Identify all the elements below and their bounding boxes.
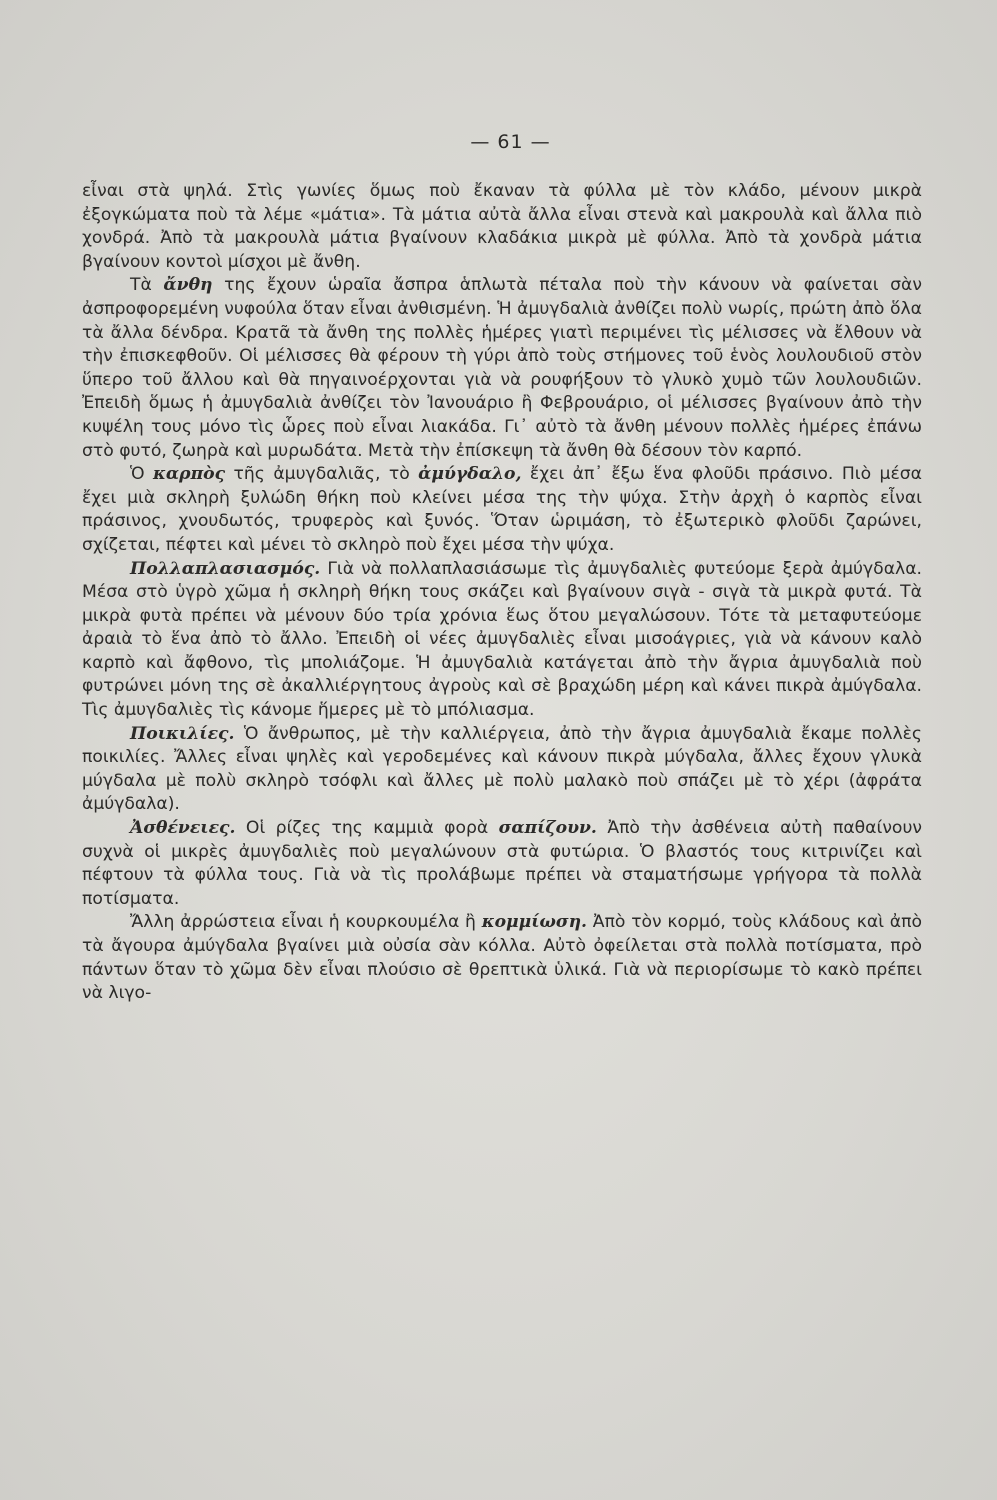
term-flowers: ἄνθη <box>163 275 213 296</box>
paragraph-flowers <box>82 274 922 463</box>
paragraph-fruit-mid: τῆς ἀμυγδαλιᾶς, τὸ <box>225 464 419 485</box>
paragraph-gummosis-text: Ἀπὸ τὸν κορμό, τοὺς κλάδους καὶ ἀπὸ τὰ ἄγουρα ἀμύγδαλα βγαίνει μιὰ οὐσία σὰν κόλλα. Αὐτὸ ὀφείλεται στὰ πολλὰ ποτίσματα, πρὸ πάντων ὅταν τὸ χῶμα δὲν εἶναι πλούσιο σὲ θρεπτικὰ ὑλικά. Γιὰ νὰ περιορίσωμε τὸ κακὸ πρέπει νὰ λιγο- <box>82 912 922 1004</box>
paragraph-flowers-start: Τὰ <box>130 275 164 296</box>
paragraph-diseases-start: Οἱ ρίζες της καμμιὰ φορὰ <box>235 818 499 839</box>
paragraph-fruit-start: Ὁ <box>130 464 154 485</box>
paragraph-fruit <box>82 463 922 557</box>
heading-diseases: Ἀσθένειες. <box>130 818 236 839</box>
paragraph-propagation-text: Γιὰ νὰ πολλαπλασιάσωμε τὶς ἀμυγδαλιὲς φυτεύομε ξερὰ ἀμύγδαλα. Μέσα στὸ ὑγρὸ χῶμα ἡ σκληρὴ θήκη τους σκάζει καὶ βγαίνουν σιγὰ - σιγὰ τὰ μικρὰ φυτά. Τὰ μικρὰ φυτὰ πρέπει νὰ μένουν δύο τρία χρόνια ἕως ὅτου μεγαλώσουν. Τότε τὰ μεταφυτεύομε ἀραιὰ τὸ ἕνα ἀπὸ τὸ ἄλλο. Ἐπειδὴ οἱ νέες ἀμυγδαλιὲς εἶναι μισοάγριες, γιὰ νὰ κάνουν καλὸ καρπὸ καὶ ἄφθονο, τὶς μπολιάζομε. Ἡ ἀμυγδαλιὰ κατάγεται ἀπὸ τὴν ἄγρια ἀμυγδαλιὰ ποὺ φυτρώνει μόνη της σὲ ἀκαλλιέργητους ἀγροὺς καὶ σὲ βραχώδη μέρη καὶ κάνει πικρὰ ἀμύγδαλα. Τὶς ἀμυγδαλιὲς τὶς κάνομε ἥμερες μὲ τὸ μπόλιασμα. <box>82 558 922 721</box>
heading-varieties: Ποικιλίες. <box>130 723 235 744</box>
paragraph-branches: εἶναι στὰ ψηλά. Στὶς γωνίες ὅμως ποὺ ἔκαναν τὰ φύλλα μὲ τὸν κλάδο, μένουν μικρὰ ἐξογκώματα ποὺ τὰ λέμε «μάτια». Τὰ μάτια αὐτὰ ἄλλα εἶναι στενὰ καὶ μακρουλὰ καὶ ἄλλα πιὸ χονδρά. Ἀπὸ τὰ μακρουλὰ μάτια βγαίνουν κλαδάκια μικρὰ μὲ φύλλα. Ἀπὸ τὰ χονδρὰ μάτια βγαίνουν κοντοὶ μίσχοι μὲ ἄνθη. <box>82 181 922 272</box>
paragraph-flowers-text: της ἔχουν ὡραῖα ἄσπρα ἁπλωτὰ πέταλα ποὺ τὴν κάνουν νὰ φαίνεται σὰν ἀσπροφορεμένη νυφούλα ὅταν εἶναι ἀνθισμένη. Ἡ ἀμυγδαλιὰ ἀνθίζει πολὺ νωρίς, πρώτη ἀπὸ ὅλα τὰ ἄλλα δένδρα. Κρατᾶ τὰ ἄνθη της πολλὲς ἡμέρες γιατὶ περιμένει τὶς μέλισσες νὰ ἔλθουν νὰ τὴν ἐπισκεφθοῦν. Οἱ μέλισσες θὰ φέρουν τὴ γύρι ἀπὸ τοὺς στήμονες τοῦ ἑνὸς λουλουδιοῦ στὸν ὕπερο τοῦ ἄλλου καὶ θὰ πηγαινοέρχονται γιὰ νὰ ρουφήξουν τὸ γλυκὸ χυμὸ τῶν λουλουδιῶν. Ἐπειδὴ ὅμως ἡ ἀμυγδαλιὰ ἀνθίζει τὸν Ἰανουάριο ἢ Φεβρουάριο, οἱ μέλισσες βγαίνουν ἀπὸ τὴν κυψέλη τους μόνο τὶς ὧρες ποὺ εἶναι λιακάδα. Γι᾿ αὐτὸ τὰ ἄνθη μένουν πολλὲς ἡμέρες ἐπάνω στὸ φυτό, ζωηρὰ καὶ μυρωδάτα. Μετὰ τὴν ἐπίσκεψη τὰ ἄνθη θὰ δέσουν τὸν καρπό. <box>82 275 922 461</box>
term-gummosis: κομμίωση. <box>481 912 588 933</box>
paragraph-varieties-text: Ὁ ἄνθρωπος, μὲ τὴν καλλιέργεια, ἀπὸ τὴν ἄγρια ἀμυγδαλιὰ ἔκαμε πολλὲς ποικιλίες. Ἄλλες εἶναι ψηλὲς καὶ γεροδεμένες καὶ κάνουν πικρὰ μύγδαλα, ἄλλες ἔχουν γλυκὰ μύγδαλα μὲ πολὺ σκληρὸ τσόφλι καὶ ἄλλες μὲ πολὺ μαλακὸ ποὺ σπάζει μὲ τὸ χέρι (ἀφράτα ἀμύγδαλα). <box>82 723 922 815</box>
paragraph-propagation <box>82 558 922 723</box>
paragraph-varieties <box>82 723 922 817</box>
heading-propagation: Πολλαπλασιασμός. <box>130 558 321 579</box>
page-number: — 61 — <box>470 131 551 153</box>
paragraph-diseases <box>82 817 922 911</box>
paragraph-gummosis-start: Ἄλλη ἀρρώστεια εἶναι ἡ κουρκουμέλα ἢ <box>130 912 482 933</box>
paragraph-diseases-text: Ἀπὸ τὴν ἀσθένεια αὐτὴ παθαίνουν συχνὰ οἱ μικρὲς ἀμυγδαλιὲς ποὺ μεγαλώνουν στὰ φυτώρια. Ὁ βλαστός τους κιτρινίζει καὶ πέφτουν τὰ φύλλα τους. Γιὰ νὰ τὶς προλάβωμε πρέπει νὰ σταματήσωμε γρήγορα τὰ πολλὰ ποτίσματα. <box>82 818 922 909</box>
term-rot: σαπίζουν. <box>498 818 597 839</box>
body-text <box>82 180 922 1006</box>
paragraph-gummosis <box>82 911 922 1005</box>
term-fruit: καρπὸς <box>153 464 226 485</box>
term-almond: ἀμύγδαλο, <box>418 464 522 485</box>
paragraph-fruit-text: ἔχει ἀπ᾿ ἔξω ἕνα φλοῦδι πράσινο. Πιὸ μέσα ἔχει μιὰ σκληρὴ ξυλώδη θήκη ποὺ κλείνει μέσα της τὴν ψύχα. Στὴν ἀρχὴ ὁ καρπὸς εἶναι πράσινος, χνουδωτός, τρυφερὸς καὶ ξυνός. Ὅταν ὡριμάση, τὸ ἐξωτερικὸ φλοῦδι ζαρώνει, σχίζεται, πέφτει καὶ μένει τὸ σκληρὸ ποὺ ἔχει μέσα τὴν ψύχα. <box>82 464 922 555</box>
